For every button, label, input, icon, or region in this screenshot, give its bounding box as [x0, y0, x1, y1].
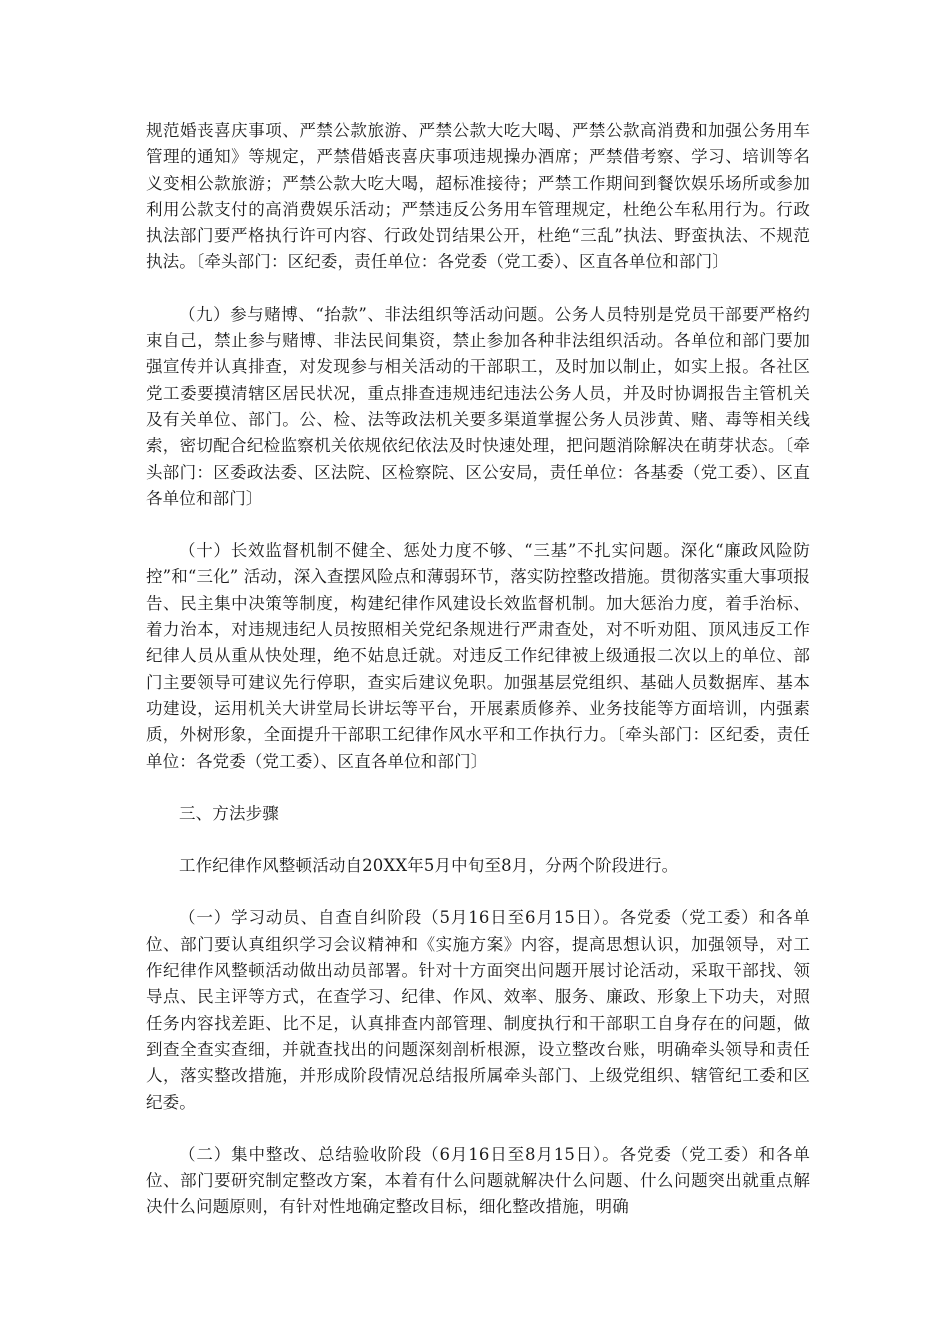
paragraph-continuation: 规范婚丧喜庆事项、严禁公款旅游、严禁公款大吃大喝、严禁公款高消费和加强公务用车管理的通知》等规定，严禁借婚丧喜庆事项违规操办酒席；严禁借考察、学习、培训等名义变相公款旅游；严禁公款大吃大喝，超标准接待；严禁工作期间到餐饮娱乐场所或参加利用公款支付的高消费娱乐活动；严禁违反公务用车管理规定，杜绝公车私用行为。行政执法部门要严格执行许可内容、行政处罚结果公开，杜绝“三乱”执法、野蛮执法、不规范执法。〔牵头部门：区纪委，责任单位：各党委（党工委）、区直各单位和部门〕 — [146, 121, 810, 272]
paragraph-stage-two: （二）集中整改、总结验收阶段（6月16日至8月15日）。各党委（党工委）和各单位、部门要研究制定整改方案，本着有什么问题就解决什么问题、什么问题突出就重点解决什么问题原则，有针对性地确定整改目标，细化整改措施，明确 — [146, 1144, 810, 1217]
paragraph-item-ten: （十）长效监督机制不健全、惩处力度不够、“三基”不扎实问题。深化“廉政风险防控”和“三化” 活动，深入查摆风险点和薄弱环节，落实防控整改措施。贯彻落实重大事项报告、民主集中决策等制度，构建纪律作风建设长效监督机制。加大惩治力度，着手治标、着力治本，对违规违纪人员按照相关党纪条规进行严肃查处，对不听劝阻、顶风违反工作纪律人员从重从快处理，绝不姑息迁就。对违反工作纪律被上级通报二次以上的单位、部门主要领导可建议先行停职，查实后建议免职。加强基层党组织、基础人员数据库、基本功建设，运用机关大讲堂局长讲坛等平台，开展素质修养、业务技能等方面培训，内强素质，外树形象，全面提升干部职工纪律作风水平和工作执行力。〔牵头部门：区纪委，责任单位：各党委（党工委）、区直各单位和部门〕 — [146, 541, 810, 771]
document-page — [146, 118, 810, 1247]
paragraph-stage-one: （一）学习动员、自查自纠阶段（5月16日至6月15日）。各党委（党工委）和各单位、部门要认真组织学习会议精神和《实施方案》内容，提高思想认识，加强领导，对工作纪律作风整顿活动做出动员部署。针对十方面突出问题开展讨论活动，采取干部找、领导点、民主评等方式，在查学习、纪律、作风、效率、服务、廉政、形象上下功夫，对照任务内容找差距、比不足，认真排查内部管理、制度执行和干部职工自身存在的问题，做到查全查实查细，并就查找出的问题深刻剖析根源，设立整改台账，明确牵头领导和责任人，落实整改措施，并形成阶段情况总结报所属牵头部门、上级党组织、辖管纪工委和区纪委。 — [146, 908, 810, 1112]
paragraph-item-nine: （九）参与赌博、“抬款”、非法组织等活动问题。公务人员特别是党员干部要严格约束自己，禁止参与赌博、非法民间集资，禁止参加各种非法组织活动。各单位和部门要加强宣传并认真排查，对发现参与相关活动的干部职工，及时加以制止，如实上报。各社区党工委要摸清辖区居民状况，重点排查违规违纪违法公务人员，并及时协调报告主管机关及有关单位、部门。公、检、法等政法机关要多渠道掌握公务人员涉黄、赌、毒等相关线索，密切配合纪检监察机关依规依纪依法及时快速处理，把问题消除解决在萌芽状态。〔牵头部门：区委政法委、区法院、区检察院、区公安局，责任单位：各基委（党工委）、区直各单位和部门〕 — [146, 304, 810, 508]
section-heading-methods: 三、方法步骤 — [179, 803, 279, 823]
paragraph-schedule: 工作纪律作风整顿活动自20XX年5月中旬至8月，分两个阶段进行。 — [179, 856, 679, 876]
